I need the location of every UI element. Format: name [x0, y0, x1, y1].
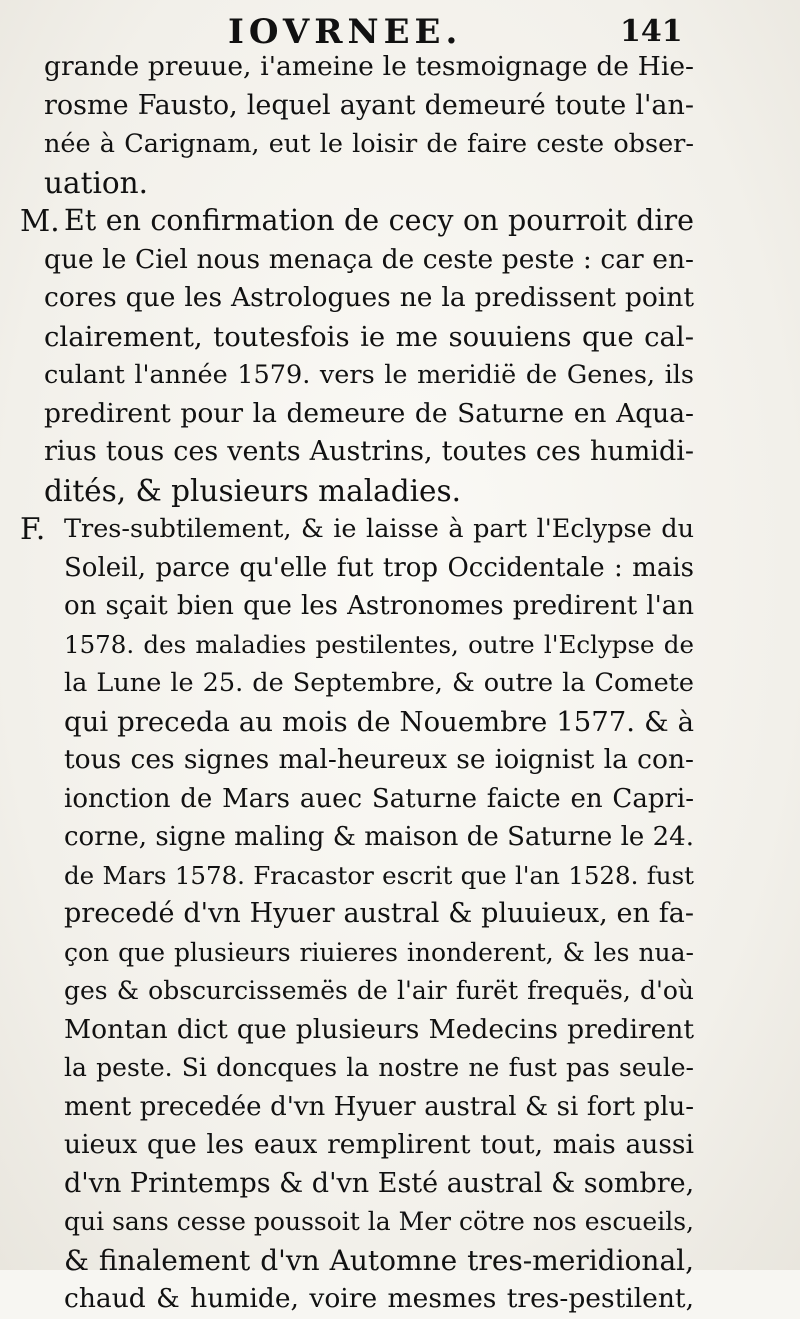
- line-text: uieux que les eaux remplirent tout, mais aussi: [64, 1129, 694, 1160]
- text-line: [0, 395, 800, 434]
- line-text: on sçait bien que les Astronomes predirent l'an: [64, 591, 694, 621]
- line-text: que le Ciel nous menaça de ceste peste : car en-: [44, 243, 694, 275]
- text-line: [0, 202, 800, 241]
- text-line: [0, 356, 800, 395]
- text-line: [0, 87, 800, 126]
- line-text: corne, signe maling & maison de Saturne le 24.: [64, 822, 694, 852]
- body-text: [0, 48, 800, 1319]
- line-text: de Mars 1578. Fracastor escrit que l'an 1528. fust: [64, 860, 694, 890]
- text-line: [0, 818, 800, 857]
- line-text: qui sans cesse poussoit la Mer cötre nos escueils,: [64, 1207, 694, 1236]
- text-line: [0, 1280, 800, 1319]
- text-line: [0, 1088, 800, 1127]
- line-text: culant l'année 1579. vers le meridië de Genes, ils: [44, 360, 694, 390]
- text-line: [0, 1165, 800, 1204]
- text-line: [0, 1126, 800, 1165]
- text-line: [0, 241, 800, 280]
- line-text: née à Carignam, eut le loisir de faire ceste obser-: [44, 129, 694, 159]
- text-line: [0, 318, 800, 357]
- text-line: [0, 510, 800, 549]
- speaker-label: F.: [20, 512, 46, 546]
- page-number: 141: [620, 14, 683, 49]
- line-text: d'vn Printemps & d'vn Esté austral & sombre,: [64, 1167, 694, 1199]
- line-text: 1578. des maladies pestilentes, outre l'Eclypse de: [64, 629, 694, 659]
- text-line: [0, 587, 800, 626]
- text-line: [0, 703, 800, 742]
- line-text: ionction de Mars auec Saturne faicte en Capri-: [64, 783, 694, 814]
- line-text: Et en confirmation de cecy on pourroit dire: [64, 204, 694, 237]
- line-text: la Lune le 25. de Septembre, & outre la Comete: [64, 668, 694, 698]
- text-line: [0, 934, 800, 973]
- text-line: [0, 1011, 800, 1050]
- line-text: chaud & humide, voire mesmes tres-pestilent,: [64, 1283, 694, 1314]
- text-line: [0, 780, 800, 819]
- line-text: tous ces signes mal-heureux se ioignist la con-: [64, 744, 694, 775]
- text-line: [0, 1203, 800, 1242]
- line-text: Soleil, parce qu'elle fut trop Occidentale : mais: [64, 552, 694, 583]
- line-text: clairement, toutesfois ie me souuiens que cal-: [44, 320, 694, 353]
- line-text: predirent pour la demeure de Saturne en Aqua-: [44, 397, 694, 429]
- text-line: [0, 664, 800, 703]
- speaker-label: M.: [20, 204, 60, 238]
- line-text: rius tous ces vents Austrins, toutes ces humidi-: [44, 436, 694, 467]
- text-line: [0, 279, 800, 318]
- text-line: [0, 549, 800, 588]
- line-text: la peste. Si doncques la nostre ne fust pas seule-: [64, 1053, 694, 1082]
- line-text: grande preuue, i'ameine le tesmoignage de Hie-: [44, 51, 694, 82]
- line-text: uation.: [44, 165, 149, 200]
- line-text: Tres-subtilement, & ie laisse à part l'Eclypse du: [64, 514, 694, 544]
- line-text: precedé d'vn Hyuer austral & pluuieux, en fa-: [64, 898, 694, 929]
- text-line: [0, 1049, 800, 1088]
- text-line: [0, 626, 800, 665]
- text-line: [0, 164, 800, 203]
- line-text: dités, & plusieurs maladies.: [44, 473, 462, 508]
- text-line: [0, 125, 800, 164]
- line-text: ment precedée d'vn Hyuer austral & si fort plu-: [64, 1091, 694, 1122]
- line-text: çon que plusieurs riuieres inonderent, & les nua-: [64, 937, 694, 967]
- text-line: [0, 1242, 800, 1281]
- text-line: [0, 433, 800, 472]
- running-title: IOVRNEE.: [228, 12, 463, 52]
- text-line: [0, 857, 800, 896]
- text-line: [0, 48, 800, 87]
- text-line: [0, 895, 800, 934]
- line-text: Montan dict que plusieurs Medecins predirent: [64, 1013, 694, 1045]
- text-line: [0, 472, 800, 511]
- line-text: cores que les Astrologues ne la predissent point: [44, 282, 694, 313]
- line-text: rosme Fausto, lequel ayant demeuré toute l'an-: [44, 89, 694, 121]
- line-text: & finalement d'vn Automne tres-meridional,: [64, 1243, 694, 1277]
- text-line: [0, 741, 800, 780]
- line-text: ges & obscurcissemës de l'air furët frequës, d'où: [64, 976, 694, 1005]
- line-text: qui preceda au mois de Nouembre 1577. & à: [64, 705, 694, 738]
- text-line: [0, 972, 800, 1011]
